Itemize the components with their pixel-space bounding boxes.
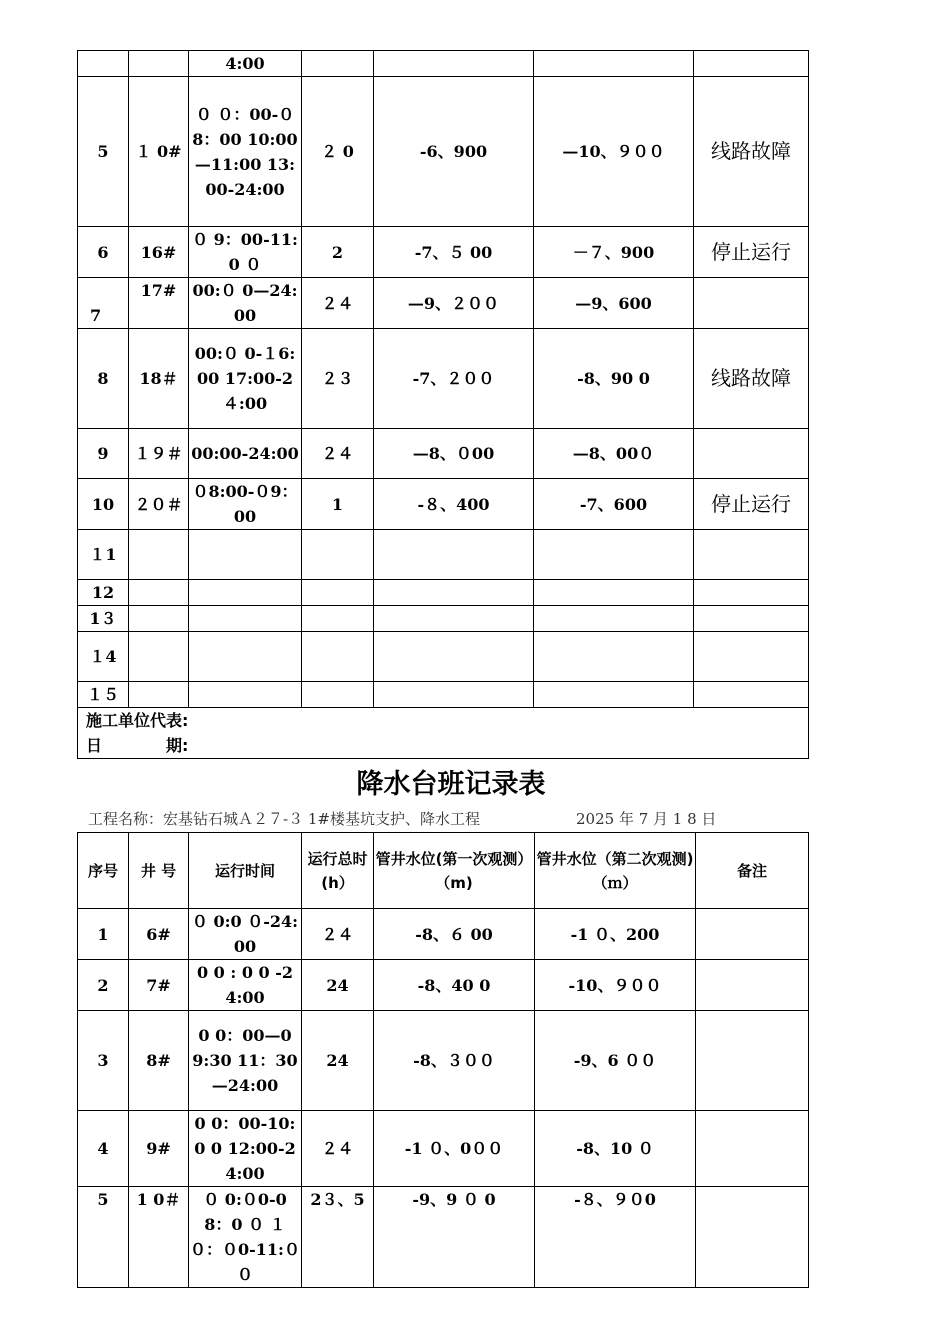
cell-well	[129, 632, 189, 682]
cell-water-level-1	[374, 580, 534, 606]
cell-time	[189, 682, 302, 708]
cell-no: 5	[78, 1187, 129, 1288]
cell-well	[129, 682, 189, 708]
cell-note	[694, 580, 809, 606]
table-row	[78, 530, 809, 580]
cell-water-level-1: -8、６ 00	[374, 909, 535, 960]
header-hours: 运行总时(h）	[302, 833, 374, 909]
cell-water-level-2	[534, 606, 694, 632]
cell-time: 00:０ 0—24:00	[189, 278, 302, 329]
cell-water-level-1: -7、５ 00	[374, 227, 534, 278]
table-footer-row	[78, 708, 809, 759]
cell-no: １1	[78, 530, 129, 580]
table-row	[78, 479, 809, 530]
cell-time: 0 0：00-10:0 0 12:00-24:00	[189, 1111, 302, 1187]
cell-time: ０ 0:０0-08：0 ０ １０：０0-11:００	[189, 1187, 302, 1288]
cell-note	[696, 960, 809, 1011]
table1-body	[78, 51, 809, 759]
table-row	[78, 329, 809, 429]
header-note: 备注	[696, 833, 809, 909]
cell-hours	[302, 682, 374, 708]
cell-water-level-2: -8、90 0	[534, 329, 694, 429]
cell-time	[189, 580, 302, 606]
header-time: 运行时间	[189, 833, 302, 909]
cell-water-level-1: —9、２００	[374, 278, 534, 329]
record-date: 2025 年 7 月 1 8 日	[576, 810, 717, 828]
cell-time: ０8:00-０9：00	[189, 479, 302, 530]
cell-no: 6	[78, 227, 129, 278]
cell-hours: 1	[302, 479, 374, 530]
table-row	[78, 909, 809, 960]
header-well: 井 号	[129, 833, 189, 909]
table-row	[78, 51, 809, 77]
table-row	[78, 227, 809, 278]
table-row	[78, 580, 809, 606]
cell-hours: 2	[302, 227, 374, 278]
contractor-rep-label: 施工单位代表:	[86, 711, 189, 730]
cell-hours: ２３	[302, 329, 374, 429]
record-table-continued	[77, 50, 809, 759]
cell-note	[694, 51, 809, 77]
cell-well: 1 0＃	[129, 1187, 189, 1288]
table-row	[78, 682, 809, 708]
cell-hours	[302, 606, 374, 632]
cell-note	[694, 632, 809, 682]
cell-time: ０ ０：00-０ 8：00 10:00—11:00 13:00-24:00	[189, 77, 302, 227]
header-water-level-2: 管井水位（第二次观测)（ｍ）	[535, 833, 696, 909]
table-row	[78, 1011, 809, 1111]
cell-no: 9	[78, 429, 129, 479]
cell-water-level-1	[374, 606, 534, 632]
cell-no: 5	[78, 77, 129, 227]
table-row	[78, 429, 809, 479]
cell-hours: ２４	[302, 429, 374, 479]
cell-water-level-2	[534, 580, 694, 606]
table-row	[78, 960, 809, 1011]
project-name: 工程名称：宏基钻石城Ａ２７-３ 1#楼基坑支护、降水工程	[88, 810, 480, 828]
table-row	[78, 1187, 809, 1288]
header-row	[78, 833, 809, 909]
cell-no: 10	[78, 479, 129, 530]
cell-water-level-1	[374, 682, 534, 708]
cell-no: 3	[78, 1011, 129, 1111]
cell-note	[696, 1011, 809, 1111]
cell-water-level-2: —10、９００	[534, 77, 694, 227]
signature-block	[78, 708, 809, 759]
cell-well	[129, 530, 189, 580]
cell-water-level-2: -7、600	[534, 479, 694, 530]
cell-no: 2	[78, 960, 129, 1011]
table-row	[78, 606, 809, 632]
cell-hours	[302, 530, 374, 580]
cell-water-level-2: -9、6 ００	[535, 1011, 696, 1111]
cell-note: 线路故障	[694, 329, 809, 429]
cell-no: 1	[78, 909, 129, 960]
cell-water-level-2: -８、９０0	[535, 1187, 696, 1288]
cell-note: 线路故障	[694, 77, 809, 227]
cell-well	[129, 580, 189, 606]
cell-water-level-1: -8、40 0	[374, 960, 535, 1011]
cell-no: 12	[78, 580, 129, 606]
cell-well: 6#	[129, 909, 189, 960]
cell-water-level-2: -1 ０、200	[535, 909, 696, 960]
cell-hours: ２４	[302, 1111, 374, 1187]
cell-time: ０ 9：00-11:0 ０	[189, 227, 302, 278]
cell-hours: 24	[302, 1011, 374, 1111]
table2-body	[78, 909, 809, 1288]
cell-hours: ２４	[302, 909, 374, 960]
cell-well: 16#	[129, 227, 189, 278]
cell-note	[694, 606, 809, 632]
cell-water-level-2: —9、600	[534, 278, 694, 329]
table-row	[78, 632, 809, 682]
cell-water-level-1: -８、400	[374, 479, 534, 530]
cell-time	[189, 606, 302, 632]
cell-no: 7	[78, 278, 129, 329]
cell-water-level-1	[374, 632, 534, 682]
cell-no	[78, 51, 129, 77]
cell-well	[129, 606, 189, 632]
cell-note	[694, 278, 809, 329]
cell-note	[694, 530, 809, 580]
cell-no: 4	[78, 1111, 129, 1187]
cell-water-level-1: -6、900	[374, 77, 534, 227]
cell-water-level-2: -8、10 ０	[535, 1111, 696, 1187]
cell-no: １５	[78, 682, 129, 708]
cell-note	[694, 682, 809, 708]
cell-water-level-1: -7、２００	[374, 329, 534, 429]
cell-well: 18＃	[129, 329, 189, 429]
cell-note	[694, 429, 809, 479]
cell-well: 7#	[129, 960, 189, 1011]
cell-water-level-2	[534, 530, 694, 580]
cell-water-level-2	[534, 682, 694, 708]
cell-time: 0 0：00—09:30 11：30—24:00	[189, 1011, 302, 1111]
cell-water-level-1: -8、３００	[374, 1011, 535, 1111]
cell-time: 4:00	[189, 51, 302, 77]
cell-water-level-2: －７、900	[534, 227, 694, 278]
cell-hours: ２４	[302, 278, 374, 329]
date-label: 日 期:	[86, 736, 189, 755]
cell-water-level-2	[534, 632, 694, 682]
cell-water-level-2	[534, 51, 694, 77]
cell-note: 停止运行	[694, 227, 809, 278]
cell-time: ０ 0:0 ０-24:00	[189, 909, 302, 960]
cell-water-level-1: —8、０00	[374, 429, 534, 479]
cell-well: １ 0#	[129, 77, 189, 227]
cell-well: １９＃	[129, 429, 189, 479]
cell-time	[189, 530, 302, 580]
cell-water-level-1	[374, 51, 534, 77]
cell-well: ２０＃	[129, 479, 189, 530]
cell-hours: ２ 0	[302, 77, 374, 227]
cell-water-level-2: -10、９００	[535, 960, 696, 1011]
cell-well: 17#	[129, 278, 189, 329]
page-title: 降水台班记录表	[356, 769, 546, 800]
cell-water-level-1: -9、9 ０ 0	[374, 1187, 535, 1288]
table2-header	[78, 833, 809, 909]
cell-no: 8	[78, 329, 129, 429]
cell-water-level-2: —8、00０	[534, 429, 694, 479]
cell-time: 0 0 : 0 0 -24:00	[189, 960, 302, 1011]
cell-well	[129, 51, 189, 77]
cell-hours: 2３、5	[302, 1187, 374, 1288]
cell-hours	[302, 51, 374, 77]
header-water-level-1: 管井水位(第一次观测）（m)	[374, 833, 535, 909]
cell-well: 9#	[129, 1111, 189, 1187]
record-table	[77, 832, 809, 1288]
cell-water-level-1: -1 ０、0００	[374, 1111, 535, 1187]
cell-no: 1３	[78, 606, 129, 632]
cell-time: 00:０ 0-１6:00 17:00-2４:00	[189, 329, 302, 429]
cell-note	[696, 1187, 809, 1288]
table-row	[78, 77, 809, 227]
cell-water-level-1	[374, 530, 534, 580]
cell-hours: 24	[302, 960, 374, 1011]
header-no: 序号	[78, 833, 129, 909]
cell-time: 00:00-24:00	[189, 429, 302, 479]
cell-hours	[302, 580, 374, 606]
cell-hours	[302, 632, 374, 682]
cell-note	[696, 909, 809, 960]
cell-time	[189, 632, 302, 682]
table-row	[78, 1111, 809, 1187]
cell-no: １4	[78, 632, 129, 682]
table-row	[78, 278, 809, 329]
cell-note: 停止运行	[694, 479, 809, 530]
cell-well: 8#	[129, 1011, 189, 1111]
cell-note	[696, 1111, 809, 1187]
